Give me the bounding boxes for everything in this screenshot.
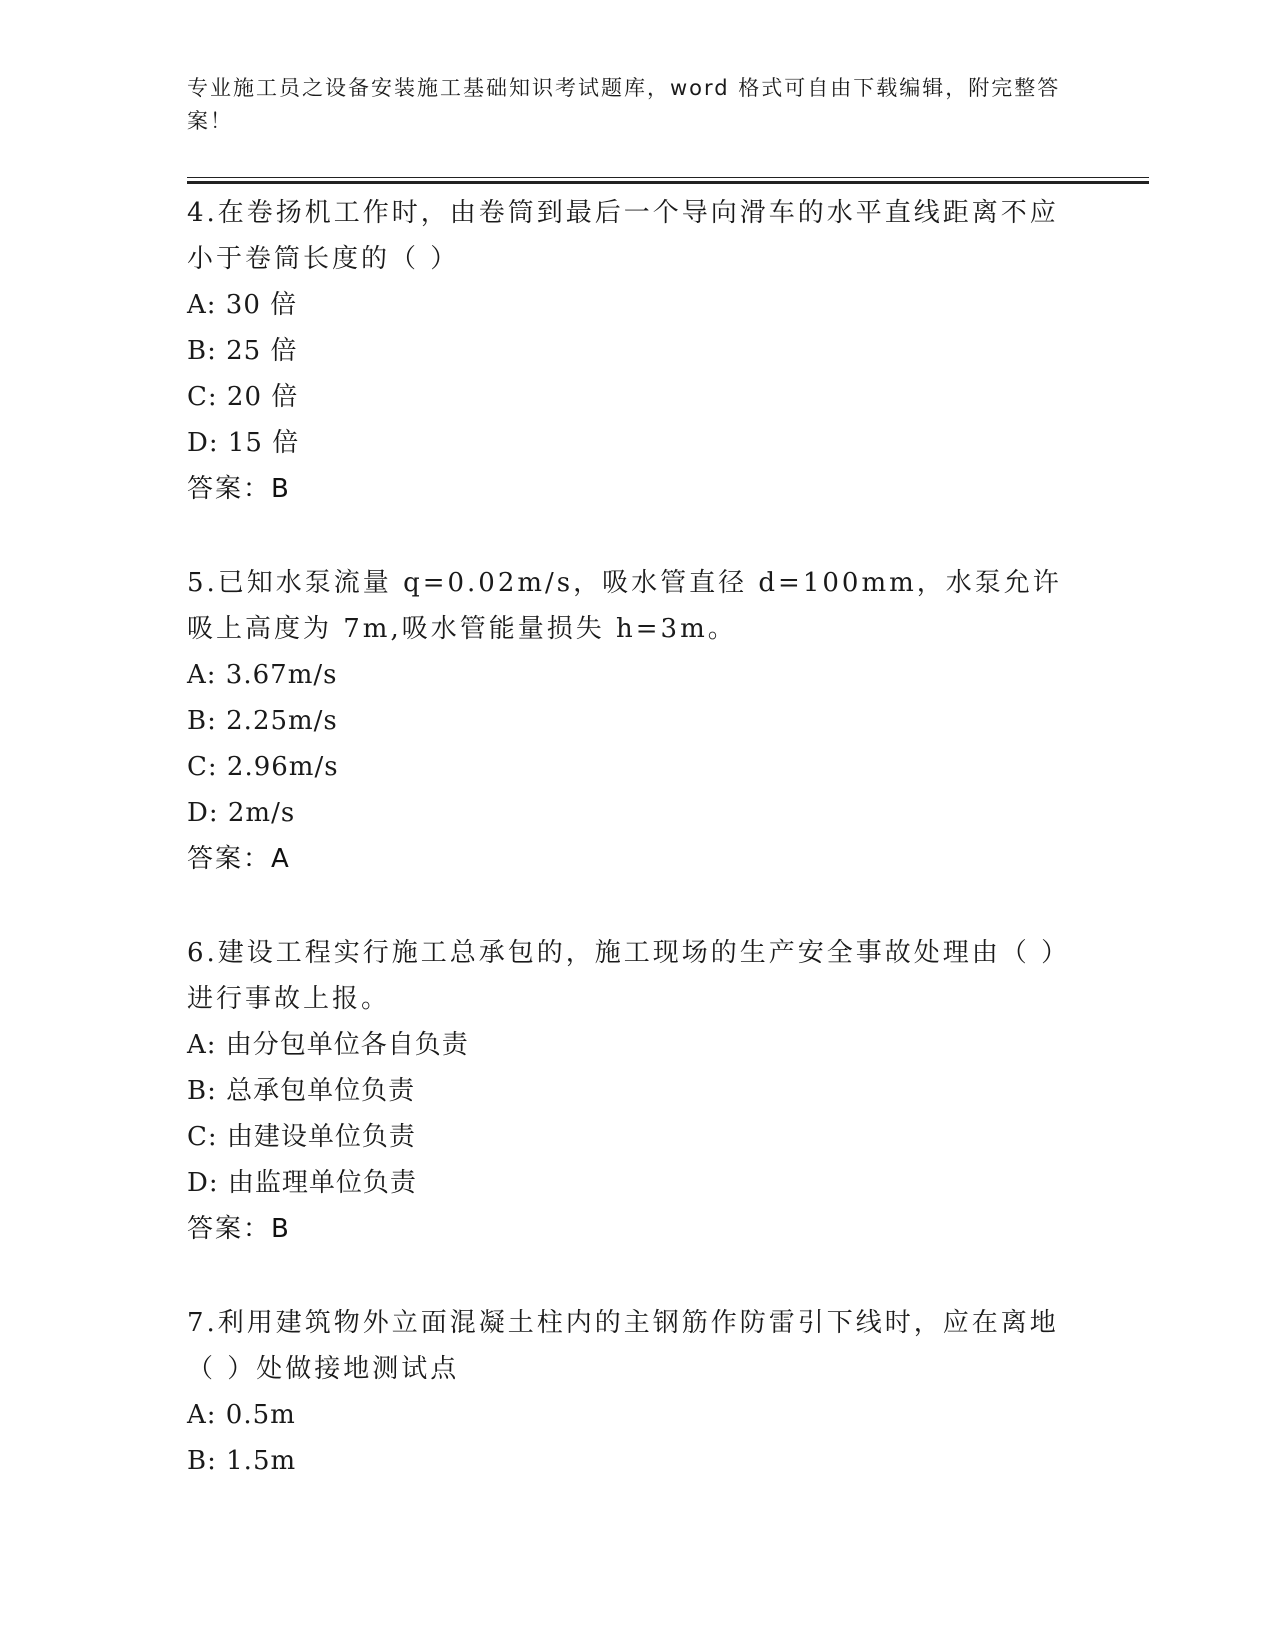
- option-b: B: 25 倍: [187, 336, 298, 366]
- option-a: A: 由分包单位各自负责: [187, 1030, 469, 1060]
- answer-line: 答案：A: [187, 844, 291, 874]
- question-stem: 7.利用建筑物外立面混凝土柱内的主钢筋作防雷引下线时，应在离地（ ）处做接地测试点: [187, 1308, 1059, 1384]
- option-b: B: 总承包单位负责: [187, 1076, 416, 1106]
- question-gap: [187, 512, 1087, 560]
- document-header: 专业施工员之设备安装施工基础知识考试题库，word 格式可自由下载编辑，附完整答案！: [187, 76, 1061, 133]
- option-d: D: 由监理单位负责: [187, 1168, 417, 1198]
- header-divider-thick: [187, 181, 1149, 184]
- question-4: [187, 190, 1087, 512]
- question-5: [187, 560, 1087, 882]
- question-6: [187, 930, 1087, 1252]
- question-gap: [187, 1252, 1087, 1300]
- option-b: B: 1.5m: [187, 1446, 297, 1476]
- question-stem: 4.在卷扬机工作时，由卷筒到最后一个导向滑车的水平直线距离不应小于卷筒长度的（ ）: [187, 198, 1059, 274]
- option-d: D: 15 倍: [187, 428, 300, 458]
- question-stem: 6.建设工程实行施工总承包的，施工现场的生产安全事故处理由（ ）进行事故上报。: [187, 938, 1071, 1014]
- answer-line: 答案：B: [187, 474, 291, 504]
- option-b: B: 2.25m/s: [187, 706, 338, 736]
- option-a: A: 30 倍: [187, 290, 298, 320]
- answer-line: 答案：B: [187, 1214, 291, 1244]
- option-c: C: 2.96m/s: [187, 752, 339, 782]
- option-a: A: 3.67m/s: [187, 660, 338, 690]
- option-c: C: 由建设单位负责: [187, 1122, 416, 1152]
- question-list: [187, 190, 1087, 1484]
- header-divider-thin: [187, 177, 1149, 178]
- question-stem: 5.已知水泵流量 q=0.02m/s，吸水管直径 d=100mm，水泵允许吸上高度为 7m,吸水管能量损失 h=3m。: [187, 568, 1062, 644]
- question-gap: [187, 882, 1087, 930]
- option-d: D: 2m/s: [187, 798, 296, 828]
- question-7: [187, 1300, 1087, 1484]
- option-a: A: 0.5m: [187, 1400, 296, 1430]
- option-c: C: 20 倍: [187, 382, 299, 412]
